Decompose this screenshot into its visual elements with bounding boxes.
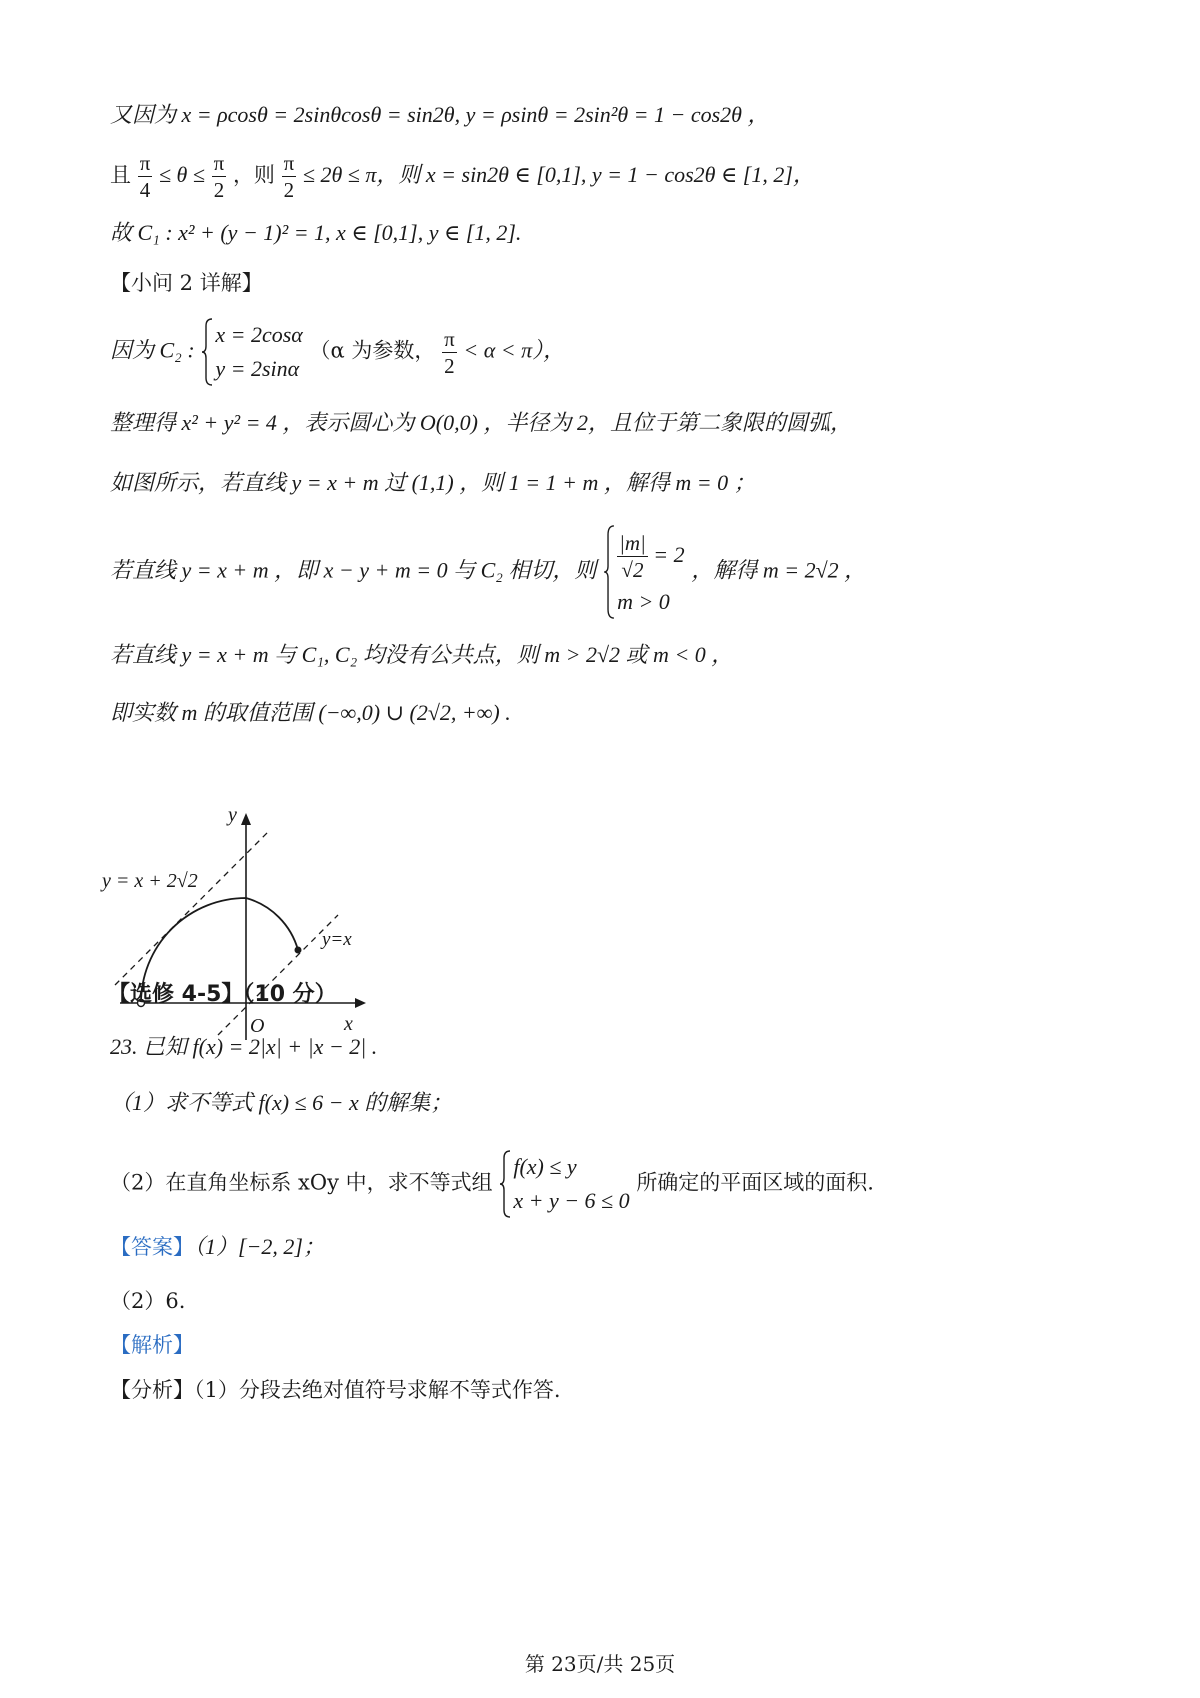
closed-endpoint	[295, 947, 302, 954]
question-23-part-1: （1）求不等式 f(x) ≤ 6 − x 的解集；	[110, 1090, 453, 1115]
origin-label: O	[250, 1015, 265, 1037]
fenxi-line: 【分析】（1）分段去绝对值符号求解不等式作答.	[110, 1378, 561, 1402]
circle-arc-figure	[100, 805, 420, 1055]
tangent-system: $\frac{|m|}{√2}$ = 2 m > 0	[603, 525, 685, 619]
brace-icon	[603, 525, 615, 619]
line-y-equals-x	[218, 915, 338, 1035]
derivation-line-10: 即实数 m 的取值范围 (−∞,0) ∪ (2√2, +∞) .	[110, 700, 511, 725]
fraction-pi-over-2-b: $\frac{\pi}{2}$	[283, 151, 295, 202]
y-axis-label: y	[228, 805, 237, 826]
answer-line-2: （2）6.	[110, 1289, 186, 1313]
inequality-system: f(x) ≤ y x + y − 6 ≤ 0	[499, 1150, 629, 1218]
y-axis-arrow-icon	[241, 813, 251, 825]
section-title: 【选修 4-5】（10 分）	[108, 982, 337, 1007]
derivation-line-9: 若直线 y = x + m 与 C₁, C₂ 均没有公共点，则 m > 2√2 或 m < 0 ，	[110, 642, 734, 667]
brace-icon	[499, 1150, 511, 1218]
brace-icon	[201, 318, 213, 386]
analysis-heading: 【解析】	[110, 1333, 194, 1357]
derivation-line-8: 若直线 y = x + m ，即 x − y + m = 0 与 C₂ 相切，则 $\frac{|m|}{√2}$ = 2 m > 0 ，解得 m = 2√2 ，	[110, 525, 866, 619]
subsection-heading: 【小问 2 详解】	[110, 271, 263, 295]
tangent-label: y = x + 2√2	[102, 870, 198, 892]
derivation-line-2: 且 $\frac{\pi}{4}$ ≤ θ ≤ $\frac{\pi}{2}$ ，则 $\frac{\pi}{2}$ ≤ 2θ ≤ π，则 x = sin2θ ∈ [0,1], y = 1 − cos2θ ∈ [1, 2]，	[110, 151, 815, 202]
answer-tag: 【答案】	[110, 1235, 194, 1259]
fenxi-tag: 【分析】	[110, 1378, 194, 1402]
question-23: 23. 已知 f(x) = 2|x| + |x − 2| .	[110, 1034, 378, 1059]
fraction-pi-over-2: $\frac{\pi}{2}$	[213, 151, 225, 202]
x-axis-arrow-icon	[355, 998, 366, 1008]
fraction-pi-over-2-c: $\frac{\pi}{2}$	[444, 326, 455, 378]
x-axis-label: x	[344, 1013, 353, 1035]
derivation-line-5: 因为 C₂ : x = 2cosα y = 2sinα （α 为参数， $\frac{\pi}{2}$ < α < π），	[110, 318, 565, 386]
fraction-abs-m-over-sqrt2: $\frac{|m|}{√2}$	[619, 531, 646, 583]
derivation-line-7: 如图所示，若直线 y = x + m 过 (1,1) ，则 1 = 1 + m ，解得 m = 0 ；	[110, 470, 756, 495]
tangent-line	[115, 832, 268, 985]
derivation-line-1: 又因为 x = ρcosθ = 2sinθcosθ = sin2θ, y = ρsinθ = 2sin²θ = 1 − cos2θ ，	[110, 102, 770, 127]
line-label: y=x	[322, 929, 352, 950]
answer-line-1: 【答案】（1）[−2, 2]；	[110, 1234, 325, 1259]
derivation-line-3: 故 C₁ : x² + (y − 1)² = 1, x ∈ [0,1], y ∈ [1, 2].	[110, 220, 522, 245]
parametric-system: x = 2cosα y = 2sinα	[201, 318, 302, 386]
page-footer: 第 23页/共 25页	[524, 1652, 676, 1676]
question-23-part-2: （2）在直角坐标系 xOy 中，求不等式组 f(x) ≤ y x + y − 6 ≤ 0 所确定的平面区域的面积.	[110, 1150, 874, 1218]
fraction-pi-over-4: $\frac{\pi}{4}$	[139, 151, 151, 202]
derivation-line-6: 整理得 x² + y² = 4 ，表示圆心为 O(0,0) ，半径为 2，且位于第二象限的圆弧，	[110, 410, 852, 435]
